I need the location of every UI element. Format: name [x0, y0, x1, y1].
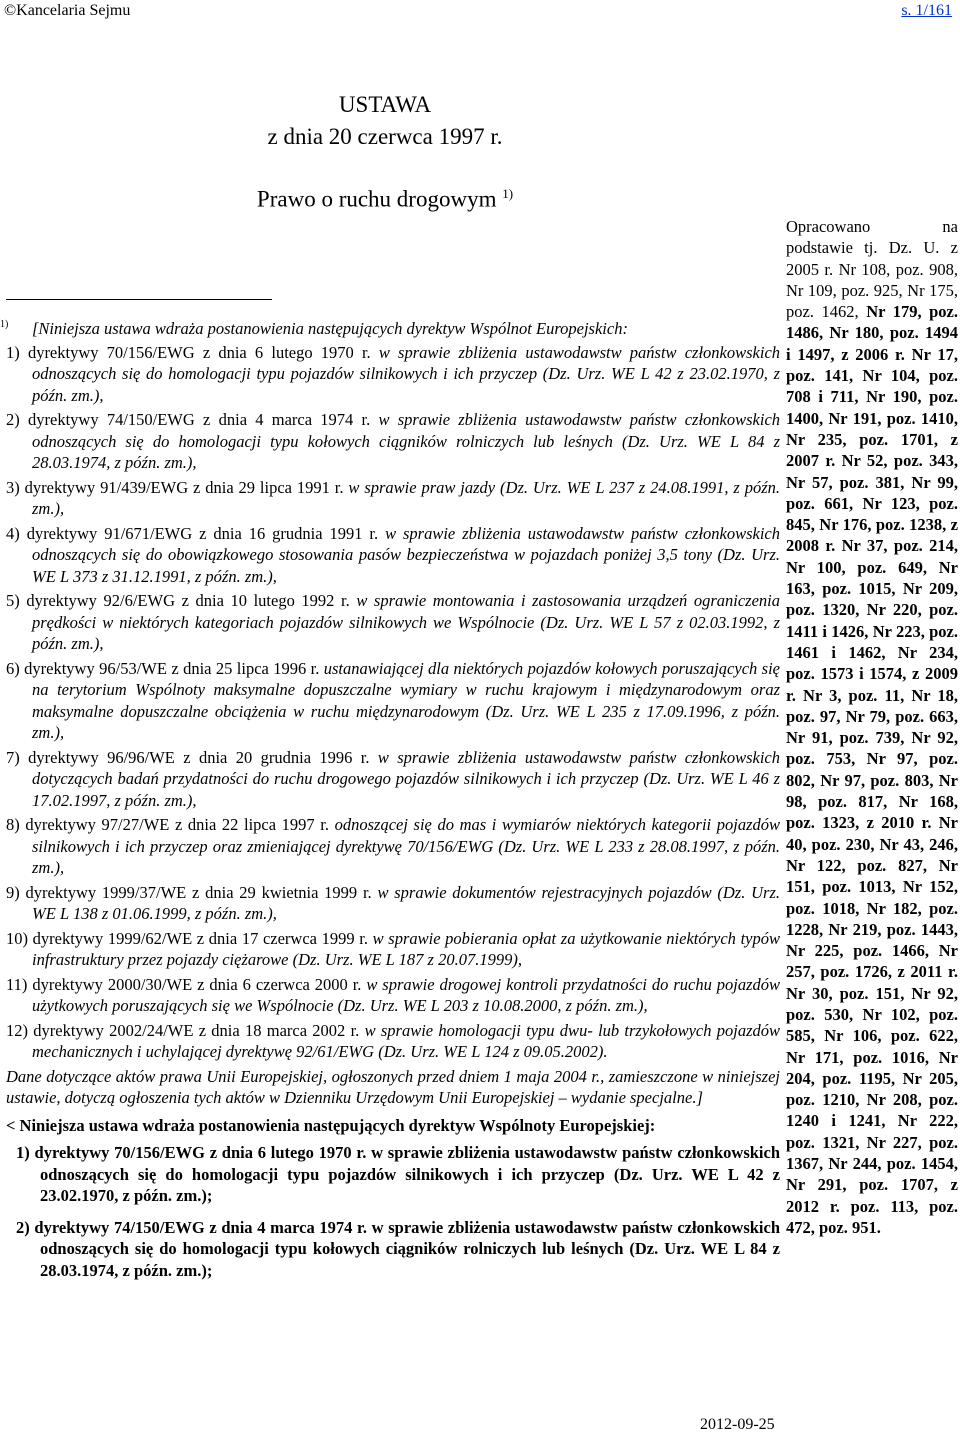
- directive-number: 9): [6, 882, 20, 902]
- directive-item: [6, 590, 780, 655]
- directive-head: dyrektywy 2000/30/WE z dnia 6 czerwca 2000 r.: [32, 974, 362, 994]
- directive-text: w sprawie dokumentów rejestracyjnych pojazdów (Dz. Urz. WE L 138 z 01.06.1999, z późn. zm.),: [32, 882, 781, 923]
- directive-text: w sprawie drogowej kontroli przydatności do ruchu pojazdów użytkowych poruszających się we Wspólnocie (Dz. Urz. WE L 203 z 10.08.2000, z późn. zm.),: [32, 974, 781, 1015]
- directive-head: dyrektywy 96/53/WE z dnia 25 lipca 1996 r.: [24, 658, 320, 678]
- footer-date: 2012-09-25: [700, 1416, 775, 1433]
- directive-text: w sprawie zbliżenia ustawodawstw państw członkowskich odnoszących się do homologacji typu kołowych ciągników rolniczych lub leśnych (Dz. Urz. WE L 84 z 28.03.1974, z późn. zm.),: [32, 410, 781, 472]
- directive-head: dyrektywy 74/150/EWG z dnia 4 marca 1974 r.: [28, 410, 371, 429]
- bold-directive-text: dyrektywy 74/150/EWG z dnia 4 marca 1974 r. w sprawie zbliżenia ustawodawstw państw członkowskich odnoszących się do homologacji typu kołowych ciągników rolniczych lub leśnych (Dz. Urz. WE L 84 z 28.03.1974, z późn. zm.);: [34, 1217, 780, 1280]
- directive-item: [6, 523, 780, 588]
- bold-intro: < Niniejsza ustawa wdraża postanowienia następujących dyrektyw Wspólnoty Europejskiej:: [6, 1115, 656, 1135]
- directive-text: w sprawie praw jazdy (Dz. Urz. WE L 237 z 24.08.1991, z późn. zm.),: [32, 477, 781, 518]
- directive-item: [6, 409, 780, 474]
- directive-text: w sprawie homologacji typu dwu- lub trzykołowych pojazdów mechanicznych i uchylającej dyrektywę 92/61/EWG (Dz. Urz. WE L 124 z 09.05.2002).: [32, 1020, 781, 1061]
- bold-directive-text: dyrektywy 70/156/EWG z dnia 6 lutego 1970 r. w sprawie zbliżenia ustawodawstw państw członkowskich odnoszących się do homologacji typu pojazdów silnikowych i ich przyczep (Dz. Urz. WE L 42 z 23.02.1970, z późn. zm.);: [34, 1143, 781, 1205]
- directive-number: 11): [6, 974, 28, 994]
- eu-data-note: Dane dotyczące aktów prawa Unii Europejskiej, ogłoszonych przed dniem 1 maja 2004 r., zamieszczone w niniejszej ustawie, dotyczą ogłoszenia tych aktów w Dzienniku Urzędowym Unii Europejskiej – wydanie specjalne.]: [6, 1066, 780, 1107]
- directive-text: w sprawie zbliżenia ustawodawstw państw członkowskich odnoszących się do obowiązkowego stosowania pasów bezpieczeństwa w pojazdach poniżej 3,5 tony (Dz. Urz. WE L 373 z 31.12.1991, z późn. zm.),: [32, 523, 781, 586]
- bold-directive-item: [6, 1217, 780, 1282]
- directive-text: ustanawiającej dla niektórych pojazdów kołowych poruszających się na terytorium Wspólnoty maksymalne dopuszczalne wymiary w ruchu krajowym i międzynarodowym oraz maksymalne dopuszczalne obciążenia w ruchu międzynarodowym (Dz. Urz. WE L 235 z 17.09.1996, z późn. zm.),: [32, 658, 780, 742]
- directive-text: odnoszącej się do mas i wymiarów niektórych kategorii pojazdów silnikowych i ich przyczep oraz zmieniającej dyrektywę 70/156/EWG (Dz. Urz. WE L 233 z 28.08.1997, z późn. zm.),: [32, 815, 780, 877]
- directive-number: 12): [6, 1020, 28, 1040]
- directive-number: 1): [6, 342, 20, 362]
- footnote-intro-text: [Niniejsza ustawa wdraża postanowienia następujących dyrektyw Wspólnot Europejskich:: [32, 319, 628, 338]
- footnote-divider: [6, 299, 272, 300]
- directive-item: [6, 1020, 780, 1063]
- document-date: z dnia 20 czerwca 1997 r.: [267, 124, 503, 149]
- bold-directive-list: [6, 1142, 780, 1281]
- sidebar-note: [786, 216, 958, 1238]
- footnote-body: [0, 318, 781, 1291]
- sidebar-intro: Opracowano na podstawie tj. Dz. U. z 2005 r. Nr 108, poz. 908, Nr 109, poz. 925, Nr 175, poz. 1462,: [786, 217, 958, 322]
- directive-head: dyrektywy 70/156/EWG z dnia 6 lutego 1970 r.: [27, 342, 371, 362]
- directive-item: [6, 974, 780, 1017]
- directive-text: w sprawie pobierania opłat za użytkowanie niektórych typów infrastruktury przez pojazdy ciężarowe (Dz. Urz. WE L 187 z 20.07.1999),: [32, 928, 780, 969]
- directive-item: [6, 928, 780, 971]
- directive-text: w sprawie zbliżenia ustawodawstw państw członkowskich odnoszących się do homologacji typu pojazdów silnikowych i ich przyczep (Dz. Urz. WE L 42 z 23.02.1970, z późn. zm.),: [32, 342, 781, 405]
- bold-directive-item: [6, 1142, 780, 1207]
- document-type: USTAWA: [338, 92, 432, 117]
- directive-head: dyrektywy 92/6/EWG z dnia 10 lutego 1992 r.: [26, 591, 350, 610]
- document-title-text: Prawo o ruchu drogowym: [256, 186, 497, 212]
- directive-head: dyrektywy 91/439/EWG z dnia 29 lipca 1991 r.: [24, 477, 344, 497]
- footnote-ref[interactable]: 1): [502, 186, 514, 201]
- directive-number: 3): [6, 477, 20, 497]
- page-number-link[interactable]: s. 1/161: [901, 2, 952, 19]
- footnote-intro: [0, 318, 780, 340]
- directive-number: 6): [6, 658, 20, 678]
- footnote-mark: 1): [0, 319, 9, 330]
- directive-item: [6, 477, 780, 520]
- document-title: [0, 186, 770, 213]
- bold-directive-number: 2): [16, 1217, 30, 1237]
- directive-number: 5): [6, 591, 20, 610]
- directive-number: 8): [6, 815, 20, 834]
- publisher-label: ©Kancelaria Sejmu: [4, 2, 131, 19]
- directive-item: [6, 747, 780, 812]
- directive-list: [6, 342, 780, 1063]
- directive-head: dyrektywy 91/671/EWG z dnia 16 grudnia 1991 r.: [26, 523, 379, 543]
- directive-text: w sprawie montowania i zastosowania urządzeń ograniczenia prędkości w niektórych kategoriach pojazdów silnikowych we Wspólnocie (Dz. Urz. WE L 57 z 02.03.1992, z późn. zm.),: [32, 591, 780, 653]
- directive-number: 4): [6, 523, 20, 543]
- directive-text: w sprawie zbliżenia ustawodawstw państw członkowskich dotyczących badań przydatności do ruchu drogowego pojazdów silnikowych i ich przyczep (Dz. Urz. WE L 46 z 17.02.1997, z późn. zm.),: [32, 747, 781, 810]
- directive-head: dyrektywy 97/27/WE z dnia 22 lipca 1997 r.: [25, 815, 329, 834]
- directive-item: [6, 882, 780, 925]
- directive-item: [6, 342, 780, 407]
- sidebar-text: Nr 179, poz. 1486, Nr 180, poz. 1494 i 1497, z 2006 r. Nr 17, poz. 141, Nr 104, poz. 708 i 711, Nr 190, poz. 1400, Nr 191, poz. 1410, Nr 235, poz. 1701, z 2007 r. Nr 52, poz. 343, Nr 57, poz. 381, Nr 99, poz. 661, Nr 123, poz. 845, Nr 176, poz. 1238, z 2008 r. Nr 37, poz. 214, Nr 100, poz. 649, Nr 163, poz. 1015, Nr 209, poz. 1320, Nr 220, poz. 1411 i 1426, Nr 223, poz. 1461 i 1462, Nr 234, poz. 1573 i 1574, z 2009 r. Nr 3, poz. 11, Nr 18, poz. 97, Nr 79, poz. 663, Nr 91, poz. 739, Nr 92, poz. 753, Nr 97, poz. 802, Nr 97, poz. 803, Nr 98, poz. 817, Nr 168, poz. 1323, z 2010 r. Nr 40, poz. 230, Nr 43, 246, Nr 122, poz. 827, Nr 151, poz. 1013, Nr 152, poz. 1018, Nr 182, poz. 1228, Nr 219, poz. 1443, Nr 225, poz. 1466, Nr 257, poz. 1726, z 2011 r. Nr 30, poz. 151, Nr 92, poz. 530, Nr 102, poz. 585, Nr 106, poz. 622, Nr 171, poz. 1016, Nr 204, poz. 1195, Nr 205, poz. 1210, Nr 208, poz. 1240 i 1241, Nr 222, poz. 1321, Nr 227, poz. 1367, Nr 244, poz. 1454, Nr 291, poz. 1707, z 2012 r. poz. 113, poz. 472, poz. 951.: [786, 302, 959, 1237]
- directive-head: dyrektywy 1999/62/WE z dnia 17 czerwca 1999 r.: [32, 928, 368, 948]
- directive-number: 10): [6, 928, 28, 948]
- directive-head: dyrektywy 1999/37/WE z dnia 29 kwietnia 1999 r.: [25, 882, 372, 902]
- directive-head: dyrektywy 96/96/WE z dnia 20 grudnia 1996 r.: [28, 747, 370, 767]
- bold-directive-number: 1): [16, 1143, 30, 1162]
- directive-item: [6, 658, 780, 744]
- directive-number: 2): [6, 410, 20, 429]
- directive-number: 7): [6, 747, 20, 767]
- directive-item: [6, 814, 780, 879]
- directive-head: dyrektywy 2002/24/WE z dnia 18 marca 2002 r.: [33, 1020, 360, 1040]
